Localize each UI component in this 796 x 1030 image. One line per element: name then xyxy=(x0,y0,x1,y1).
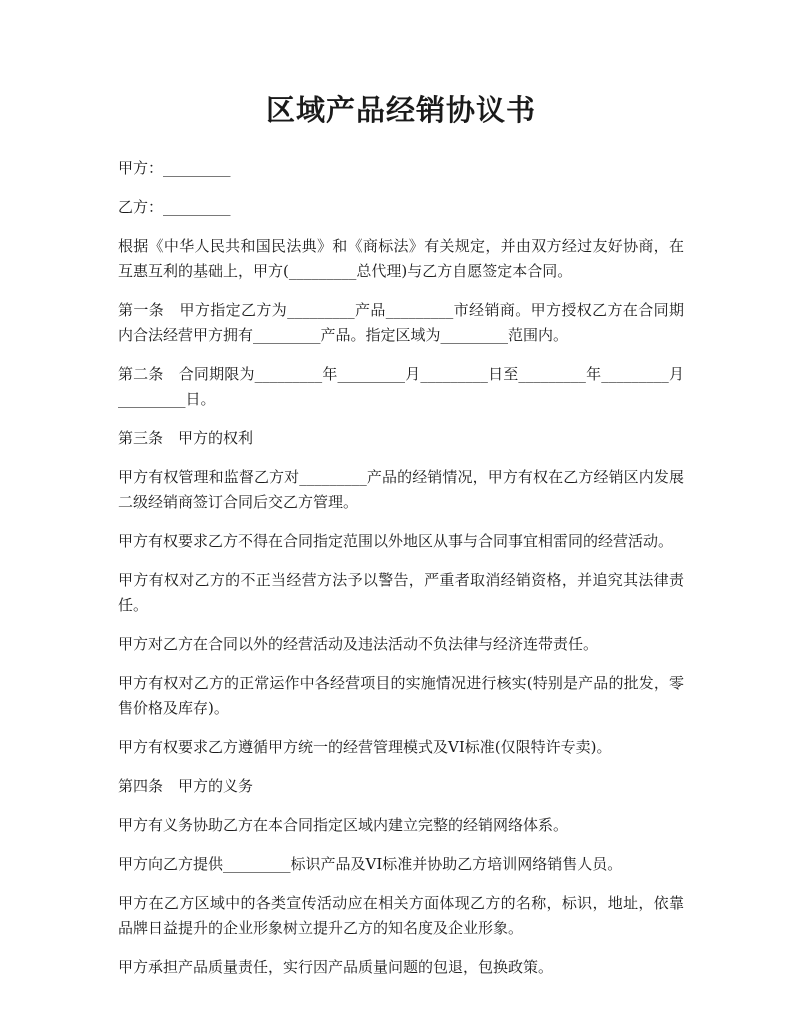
article-3-item-3: 甲方有权对乙方的不正当经营方法予以警告，严重者取消经销资格，并追究其法律责任。 xyxy=(118,571,684,614)
party-a-line: 甲方：_________ xyxy=(118,159,231,177)
article-4-item-1: 甲方有义务协助乙方在本合同指定区域内建立完整的经销网络体系。 xyxy=(118,816,569,834)
article-3-item-1: 甲方有权管理和监督乙方对_________产品的经销情况，甲方有权在乙方经销区内发展二级经销商签订合同后交乙方管理。 xyxy=(118,468,684,511)
article-4-item-2: 甲方向乙方提供_________标识产品及VI标准并协助乙方培训网络销售人员。 xyxy=(118,855,623,873)
article-3-heading: 第三条 甲方的权利 xyxy=(118,429,254,447)
article-3-item-6: 甲方有权要求乙方遵循甲方统一的经营管理模式及VI标准(仅限特许专卖)。 xyxy=(118,738,612,756)
article-3-item-2: 甲方有权要求乙方不得在合同指定范围以外地区从事与合同事宜相雷同的经营活动。 xyxy=(118,532,674,550)
document-page xyxy=(118,90,684,994)
article-4-heading: 第四条 甲方的义务 xyxy=(118,777,254,795)
article-4-item-4: 甲方承担产品质量责任，实行因产品质量问题的包退，包换政策。 xyxy=(118,958,554,976)
article-1-paragraph: 第一条 甲方指定乙方为_________产品_________市经销商。甲方授权乙方在合同期内合法经营甲方拥有_________产品。指定区域为_________范围内。 xyxy=(118,301,684,344)
preamble-paragraph: 根据《中华人民共和国民法典》和《商标法》有关规定，并由双方经过友好协商，在互惠互利的基础上，甲方(_________总代理)与乙方自愿签定本合同。 xyxy=(118,237,684,280)
article-4-item-3: 甲方在乙方区域中的各类宣传活动应在相关方面体现乙方的名称，标识，地址，依靠品牌日益提升的企业形象树立提升乙方的知名度及企业形象。 xyxy=(118,894,684,937)
article-3-item-4: 甲方对乙方在合同以外的经营活动及违法活动不负法律与经济连带责任。 xyxy=(118,635,599,653)
document-title: 区域产品经销协议书 xyxy=(265,93,536,127)
party-b-line: 乙方：_________ xyxy=(118,198,231,216)
article-2-paragraph: 第二条 合同期限为_________年_________月_________日至_________年_________月_________日。 xyxy=(118,365,684,408)
article-3-item-5: 甲方有权对乙方的正常运作中各经营项目的实施情况进行核实(特别是产品的批发，零售价格及库存)。 xyxy=(118,674,684,717)
